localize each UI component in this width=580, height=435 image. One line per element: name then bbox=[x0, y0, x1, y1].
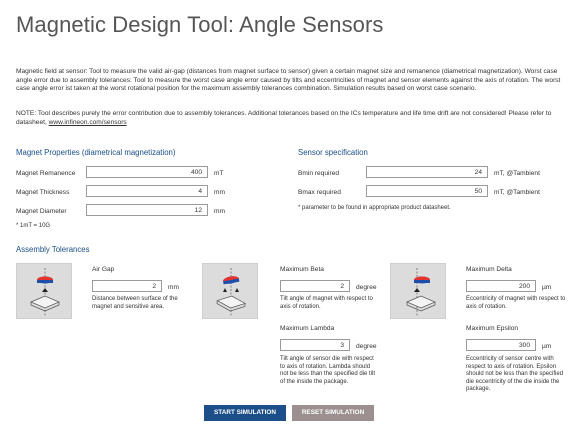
page-title: Magnetic Design Tool: Angle Sensors bbox=[16, 12, 384, 37]
max-lambda-label: Maximum Lambda bbox=[280, 325, 335, 332]
max-epsilon-input[interactable] bbox=[466, 339, 536, 351]
infineon-sensors-link[interactable]: www.infineon.com/sensors bbox=[48, 118, 127, 126]
max-epsilon-unit: µm bbox=[542, 343, 552, 350]
bmin-label: Bmin required bbox=[298, 170, 340, 177]
reset-simulation-button[interactable]: RESET SIMULATION bbox=[292, 405, 374, 421]
max-delta-description: Eccentricity of magnet with respect to axis of rotation. bbox=[466, 296, 566, 310]
magnet-remanence-label: Magnet Remanence bbox=[16, 170, 76, 177]
max-lambda-unit: degree bbox=[356, 343, 377, 350]
start-simulation-button[interactable]: START SIMULATION bbox=[204, 405, 286, 421]
bmax-input[interactable] bbox=[366, 185, 488, 197]
air-gap-unit: mm bbox=[168, 284, 179, 291]
max-epsilon-description: Eccentricity of sensor centre with respect to axis of rotation. Epsilon should not be less than the specified die eccentricity of the die inside the package. bbox=[466, 356, 564, 393]
max-beta-label: Maximum Beta bbox=[280, 266, 324, 273]
air-gap-input[interactable] bbox=[92, 280, 162, 292]
eccentricity-illustration bbox=[390, 263, 446, 319]
max-delta-input[interactable] bbox=[466, 280, 536, 292]
bmin-unit: mT, @Tambient bbox=[494, 170, 540, 177]
magnet-properties-heading: Magnet Properties (diametrical magnetization) bbox=[16, 148, 176, 157]
sensor-footnote: * parameter to be found in appropriate product datasheet. bbox=[298, 205, 451, 211]
note-body: NOTE: Tool describes purely the error contribution due to assembly tolerances. Additional tolerances based on the ICs temperature and life time drift are not considered! Please refer to datasheet, bbox=[16, 110, 552, 126]
max-lambda-input[interactable] bbox=[280, 339, 350, 351]
magnet-diameter-unit: mm bbox=[214, 208, 225, 215]
bmax-unit: mT, @Tambient bbox=[494, 189, 540, 196]
magnet-remanence-input[interactable] bbox=[86, 166, 208, 178]
magnet-thickness-unit: mm bbox=[214, 189, 225, 196]
max-delta-unit: µm bbox=[542, 284, 552, 291]
max-lambda-description: Tilt angle of sensor die with respect to axis of rotation. Lambda should not be less than the specified die tilt of the inside the package. bbox=[280, 356, 376, 385]
max-beta-input[interactable] bbox=[280, 280, 350, 292]
air-gap-label: Air Gap bbox=[92, 266, 115, 273]
bmax-label: Bmax required bbox=[298, 189, 341, 196]
sensor-spec-heading: Sensor specification bbox=[298, 148, 368, 157]
air-gap-description: Distance between surface of the magnet and sensitive area. bbox=[92, 296, 178, 310]
magnet-thickness-label: Magnet Thickness bbox=[16, 189, 70, 196]
tilt-illustration bbox=[202, 263, 258, 319]
max-delta-label: Maximum Delta bbox=[466, 266, 512, 273]
magnet-diameter-label: Magnet Diameter bbox=[16, 208, 67, 215]
magnet-thickness-input[interactable] bbox=[86, 185, 208, 197]
magnet-diameter-input[interactable] bbox=[86, 204, 208, 216]
max-beta-description: Tilt angle of magnet with respect to axis of rotation. bbox=[280, 296, 373, 310]
max-beta-unit: degree bbox=[356, 284, 377, 291]
description-text: Magnetic field at sensor: Tool to measure the valid air-gap (distances from magnet surface to sensor) given a certain magnet size and remanence (diametrical magnetization). Worst case angle error due to assembly tolerances: Tool to measure the worst case angle error caused by tilts and eccentricities of magnet and sensor elements against the axis of rotation. The worst case angle error ist taken at the worst rotational position for the maximum assembly tolerances combination. Simulation results based on worst case scenario. bbox=[16, 68, 561, 93]
note-text bbox=[16, 110, 568, 127]
bmin-input[interactable] bbox=[366, 166, 488, 178]
assembly-tolerances-heading: Assembly Tolerances bbox=[16, 245, 90, 254]
magnet-remanence-unit: mT bbox=[214, 170, 224, 177]
max-epsilon-label: Maximum Epsilon bbox=[466, 325, 519, 332]
magnet-footnote: * 1mT = 10G bbox=[16, 223, 51, 229]
air-gap-illustration bbox=[16, 263, 72, 319]
